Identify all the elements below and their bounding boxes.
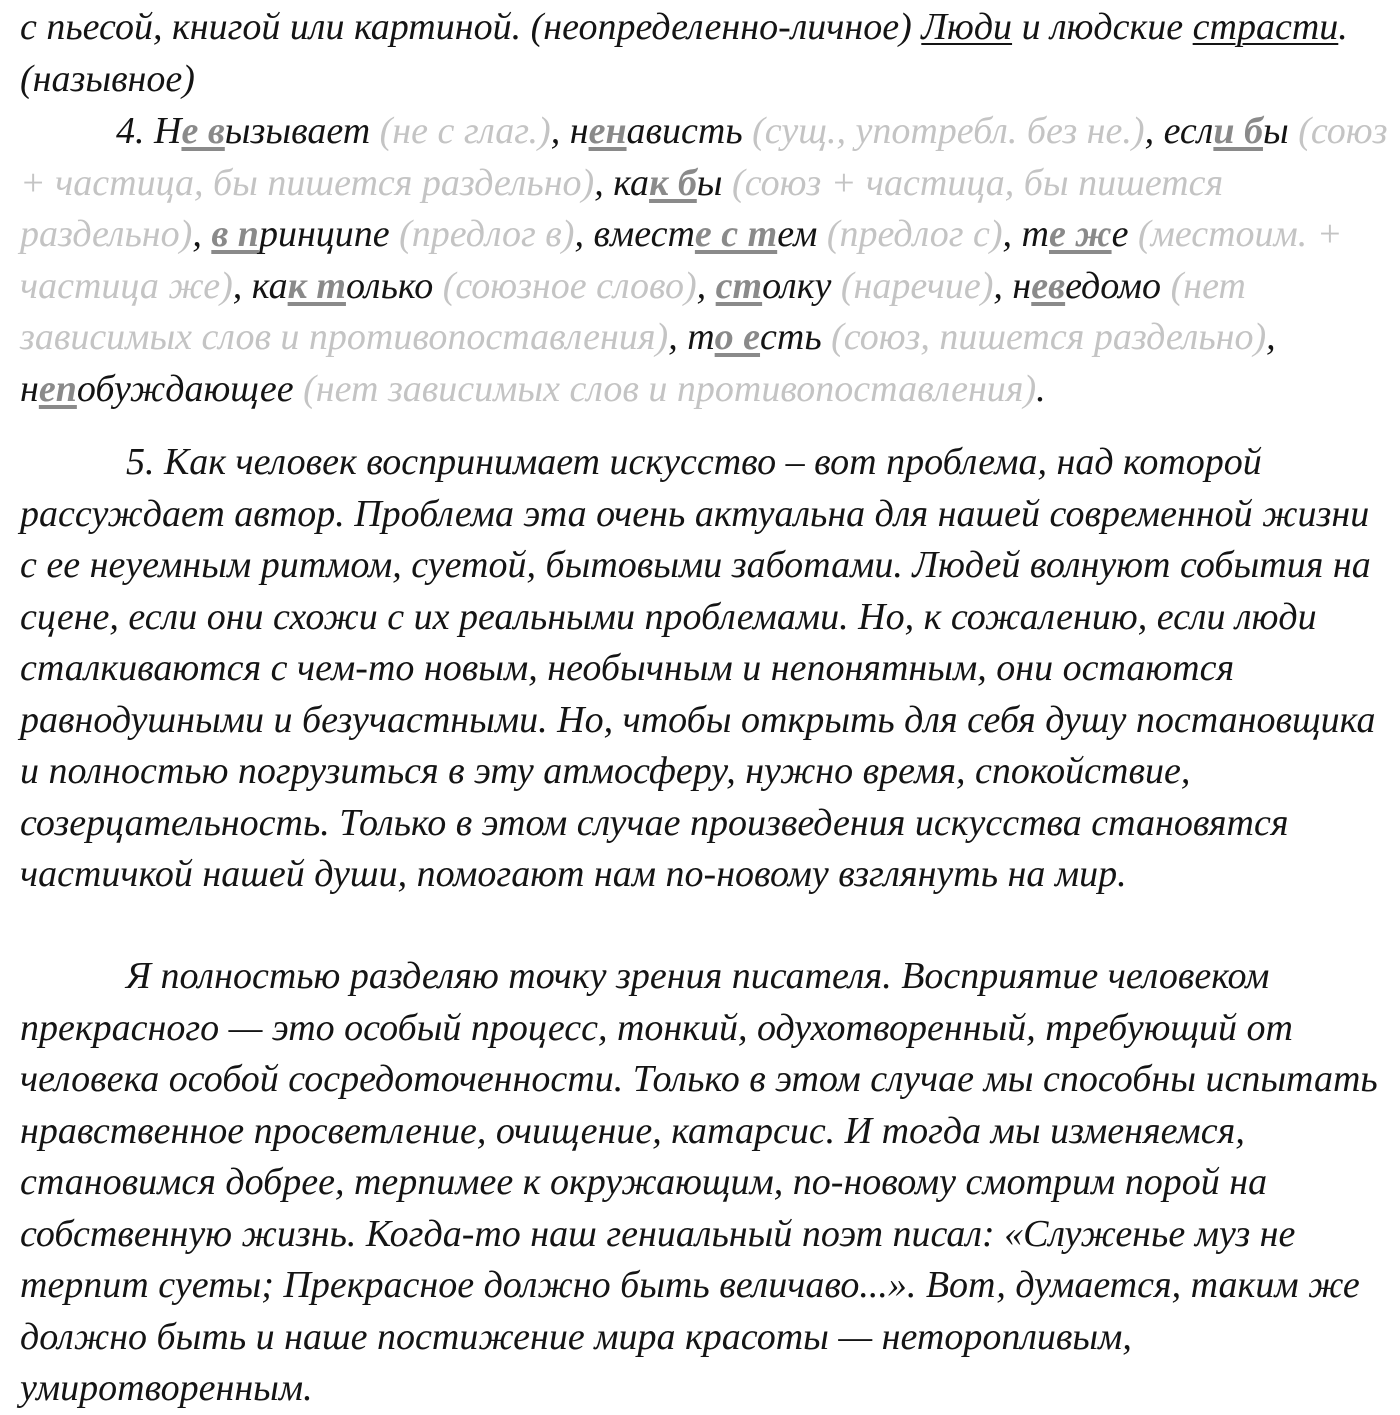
word: обуждающее — [76, 367, 294, 410]
grammar-note: (сущ., употребл. без не.) — [742, 110, 1145, 152]
separator: , — [1144, 110, 1164, 152]
paragraph-item-5 — [20, 437, 1395, 901]
highlight: и б — [1213, 110, 1263, 152]
grammar-note: (союзное слово) — [433, 264, 697, 307]
end-punct: . — [1036, 367, 1046, 410]
underlined-word: страсти — [1192, 6, 1339, 48]
word: ызывает — [224, 110, 371, 152]
highlight: ст — [715, 264, 763, 307]
text: и людские — [1012, 6, 1193, 48]
word: ринципе — [258, 213, 390, 255]
underlined-word: Люди — [921, 6, 1013, 48]
item-number: 4. — [116, 110, 154, 152]
word: едомо — [1065, 264, 1162, 307]
highlight: ен — [588, 110, 627, 152]
word: Н — [154, 110, 182, 152]
word: ависть — [626, 110, 743, 152]
separator: , — [550, 110, 570, 152]
word: сть — [760, 316, 822, 358]
grammar-note: (нет зависимых слов и противопоставления) — [293, 367, 1037, 410]
word: ка — [613, 161, 650, 204]
text: с пьесой, книгой или картиной. (неопределенно-личное) — [20, 6, 922, 48]
grammar-note: (не с глаг.) — [370, 110, 551, 152]
word: вмест — [593, 213, 695, 255]
word: ы — [696, 161, 723, 204]
word: н — [1012, 264, 1032, 307]
highlight: е с т — [694, 213, 778, 255]
paragraph-continuation — [20, 2, 1395, 105]
word: есл — [1163, 110, 1214, 152]
word: ы — [1262, 110, 1289, 152]
grammar-note: (наречие) — [831, 264, 994, 307]
grammar-note: (местоим. + частица же) — [20, 213, 1343, 307]
highlight: еп — [38, 367, 77, 410]
highlight: к т — [287, 264, 346, 307]
word: т — [1021, 213, 1049, 255]
word: н — [20, 367, 39, 410]
separator: , — [232, 264, 252, 307]
highlight: к б — [649, 161, 697, 204]
word: ем — [777, 213, 818, 255]
highlight: ев — [1031, 264, 1066, 307]
separator: , — [574, 213, 594, 255]
highlight: е ж — [1049, 213, 1112, 255]
grammar-note: (союз, пишется раздельно) — [821, 316, 1267, 358]
paragraph-item-5-continued — [20, 951, 1395, 1415]
separator: , — [192, 213, 212, 255]
grammar-note: (предлог в) — [389, 213, 575, 255]
word: н — [569, 110, 589, 152]
grammar-note: (нет зависимых слов и противопоставления) — [20, 264, 1246, 358]
grammar-note: (союз + частица, бы пишется раздельно) — [20, 110, 1388, 204]
separator: , — [594, 161, 614, 204]
paragraph-text: 5. Как человек воспринимает искусство – вот проблема, над которой рассуждает автор. Проблема эта очень актуальна для нашей современной жизни с ее неуемным ритмом, суетой, бытовыми заботами. Людей волнуют события на сцене, если они схожи с их реальными проблемами. Но, к сожалению, если люди сталкиваются с чем-то новым, необычным и непонятным, они остаются равнодушными и безучастными. Но, чтобы открыть для себя душу постановщика и полностью погрузиться в эту атмосферу, нужно время, спокойствие, созерцательность. Только в этом случае произведения искусства становятся частичкой нашей души, помогают нам по-новому взглянуть на мир. — [20, 441, 1376, 895]
word: олку — [762, 264, 832, 307]
separator: , — [696, 264, 716, 307]
word: ка — [251, 264, 288, 307]
highlight: о е — [714, 316, 761, 358]
highlight: в п — [211, 213, 259, 255]
paragraph-item-4 — [20, 106, 1395, 415]
paragraph-text: Я полностью разделяю точку зрения писателя. Восприятие человеком прекрасного — это особый процесс, тонкий, одухотворенный, требующий от человека особой сосредоточенности. Только в этом случае мы способны испытать нравственное просветление, очищение, катарсис. И тогда мы изменяемся, становимся добрее, терпимее к окружающим, по-новому смотрим порой на собственную жизнь. Когда-то наш гениальный поэт писал: «Служенье муз не терпит суеты; Прекрасное должно быть величаво...». Вот, думается, таким же должно быть и наше постижение мира красоты — неторопливым, умиротворенным. — [20, 955, 1378, 1409]
highlight: е в — [181, 110, 225, 152]
separator: , — [1266, 316, 1276, 358]
grammar-note: (союз + частица, бы пишется раздельно) — [20, 161, 1224, 255]
grammar-note: (предлог с) — [817, 213, 1003, 255]
word: олько — [345, 264, 434, 307]
separator: , — [993, 264, 1013, 307]
word: е — [1111, 213, 1129, 255]
separator: , — [668, 316, 688, 358]
separator: , — [1002, 213, 1022, 255]
word: т — [687, 316, 715, 358]
text: . (назывное) — [20, 6, 1348, 100]
